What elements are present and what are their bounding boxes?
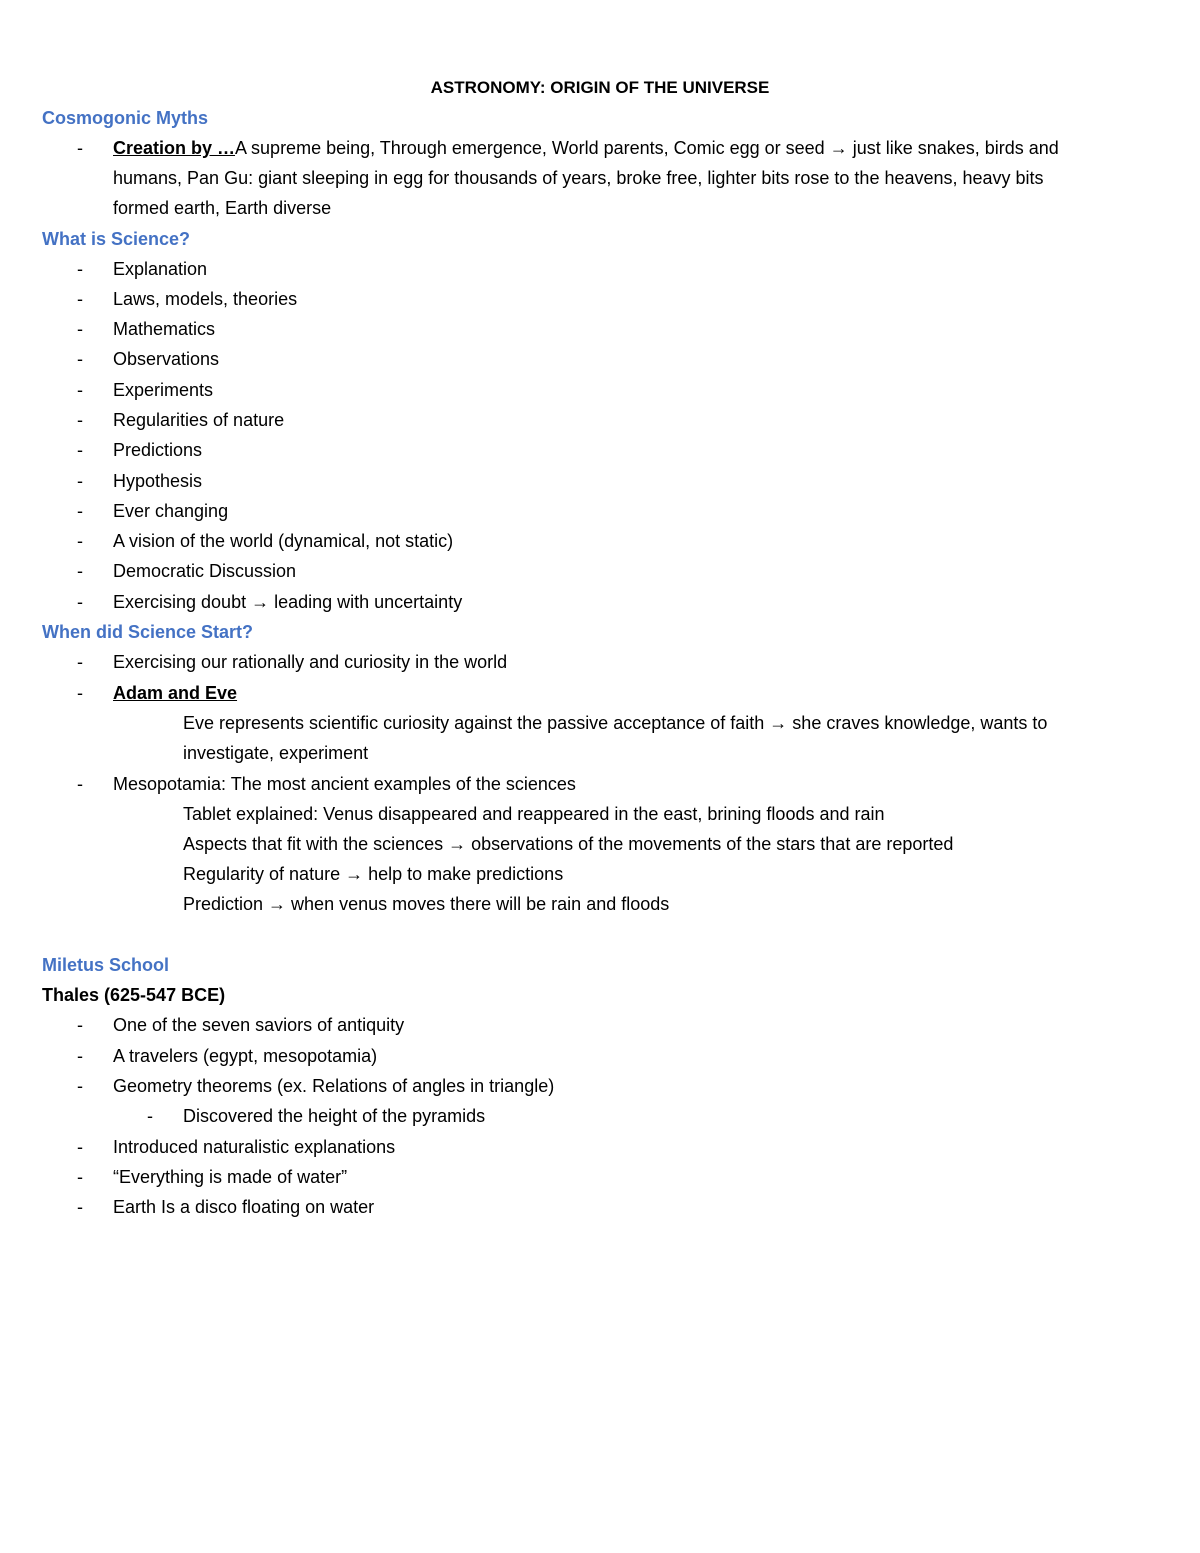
list-item-text: Explanation: [113, 259, 208, 279]
list-item: [0, 1010, 1200, 1040]
list-item-text: Mathematics: [113, 319, 216, 339]
bullet-dash: -: [77, 1137, 83, 1157]
sub-list-item: [0, 1101, 1200, 1131]
list-item: [0, 284, 1200, 314]
list-item: [0, 1041, 1200, 1071]
list-item-text: A travelers (egypt, mesopotamia): [113, 1046, 378, 1066]
list-item: [0, 526, 1200, 556]
list-item-text: One of the seven saviors of antiquity: [113, 1015, 405, 1035]
list-item-text: Democratic Discussion: [113, 561, 297, 581]
list-item: [0, 678, 1200, 708]
indented-line: Tablet explained: Venus disappeared and reappeared in the east, brining floods and rain: [183, 804, 885, 824]
bullet-dash: -: [147, 1106, 153, 1126]
list-item-text: [113, 133, 1059, 163]
list-item-text: Exercising doubt → leading with uncertainty: [113, 592, 463, 612]
indented-line: Aspects that fit with the sciences → observations of the movements of the stars that are reported: [183, 834, 954, 854]
indented-line: Prediction → when venus moves there will be rain and floods: [183, 894, 670, 914]
list-item: [0, 1192, 1200, 1222]
list-item-text: Ever changing: [113, 501, 229, 521]
bullet-dash: -: [77, 380, 83, 400]
bullet-dash: -: [77, 138, 83, 158]
list-item: [0, 435, 1200, 465]
bullet-dash: -: [77, 259, 83, 279]
list-item-text: Predictions: [113, 440, 203, 460]
bullet-dash: -: [77, 683, 83, 703]
list-item: [0, 344, 1200, 374]
list-item: [0, 405, 1200, 435]
list-item: [0, 1132, 1200, 1162]
indented-line: Eve represents scientific curiosity against the passive acceptance of faith → she craves knowledge, wants to: [183, 713, 1048, 733]
list-item: [0, 496, 1200, 526]
list-item: [0, 1071, 1200, 1101]
list-item-text: Geometry theorems (ex. Relations of angles in triangle): [113, 1076, 555, 1096]
list-item-text: A vision of the world (dynamical, not static): [113, 531, 454, 551]
list-item: [0, 647, 1200, 677]
list-item-text-adam-and-eve: Adam and Eve: [113, 683, 238, 703]
list-item: [0, 466, 1200, 496]
list-item: [0, 1162, 1200, 1192]
list-item: [0, 133, 1200, 163]
list-item-text-rest: A supreme being, Through emergence, World parents, Comic egg or seed → just like snakes, birds and: [235, 138, 1059, 158]
list-item: [0, 769, 1200, 799]
bullet-dash: -: [77, 501, 83, 521]
list-item-continuation: humans, Pan Gu: giant sleeping in egg for thousands of years, broke free, lighter bits rose to the heavens, heavy bits: [113, 168, 1044, 188]
list-item-text: Mesopotamia: The most ancient examples of the sciences: [113, 774, 576, 794]
list-item-text: Regularities of nature: [113, 410, 285, 430]
list-item: [0, 314, 1200, 344]
bullet-dash: -: [77, 592, 83, 612]
document-title: ASTRONOMY: ORIGIN OF THE UNIVERSE: [430, 78, 770, 97]
bullet-dash: -: [77, 561, 83, 581]
list-item-text: Laws, models, theories: [113, 289, 298, 309]
list-item-text: Earth Is a disco floating on water: [113, 1197, 375, 1217]
bullet-dash: -: [77, 652, 83, 672]
list-item-continuation: formed earth, Earth diverse: [113, 198, 332, 218]
bullet-dash: -: [77, 1167, 83, 1187]
list-item-text: Experiments: [113, 380, 214, 400]
bullet-dash: -: [77, 1197, 83, 1217]
section-heading-miletus-school: Miletus School: [42, 955, 170, 975]
bullet-dash: -: [77, 774, 83, 794]
list-item: [0, 587, 1200, 617]
sub-list-item-text: Discovered the height of the pyramids: [183, 1106, 486, 1126]
bullet-dash: -: [77, 410, 83, 430]
list-item-text: Hypothesis: [113, 471, 203, 491]
list-item-text: Introduced naturalistic explanations: [113, 1137, 396, 1157]
list-item: [0, 254, 1200, 284]
list-item-text: Observations: [113, 349, 220, 369]
bullet-dash: -: [77, 531, 83, 551]
section-heading-when-did-science-start: When did Science Start?: [42, 622, 254, 642]
section-heading-cosmogonic-myths: Cosmogonic Myths: [42, 108, 209, 128]
bullet-dash: -: [77, 349, 83, 369]
indented-line: investigate, experiment: [183, 743, 369, 763]
bullet-dash: -: [77, 289, 83, 309]
section-heading-what-is-science: What is Science?: [42, 229, 191, 249]
bullet-dash: -: [77, 319, 83, 339]
bullet-dash: -: [77, 1015, 83, 1035]
bullet-dash: -: [77, 1076, 83, 1096]
list-item: [0, 556, 1200, 586]
list-item-text: Exercising our rationally and curiosity in the world: [113, 652, 508, 672]
indented-line: Regularity of nature → help to make predictions: [183, 864, 564, 884]
bullet-dash: -: [77, 1046, 83, 1066]
list-item: [0, 375, 1200, 405]
bullet-dash: -: [77, 440, 83, 460]
list-item-text: “Everything is made of water”: [113, 1167, 348, 1187]
subheading-thales: Thales (625-547 BCE): [42, 985, 226, 1005]
bold-underline-lead: Creation by …: [113, 138, 236, 158]
bullet-dash: -: [77, 471, 83, 491]
